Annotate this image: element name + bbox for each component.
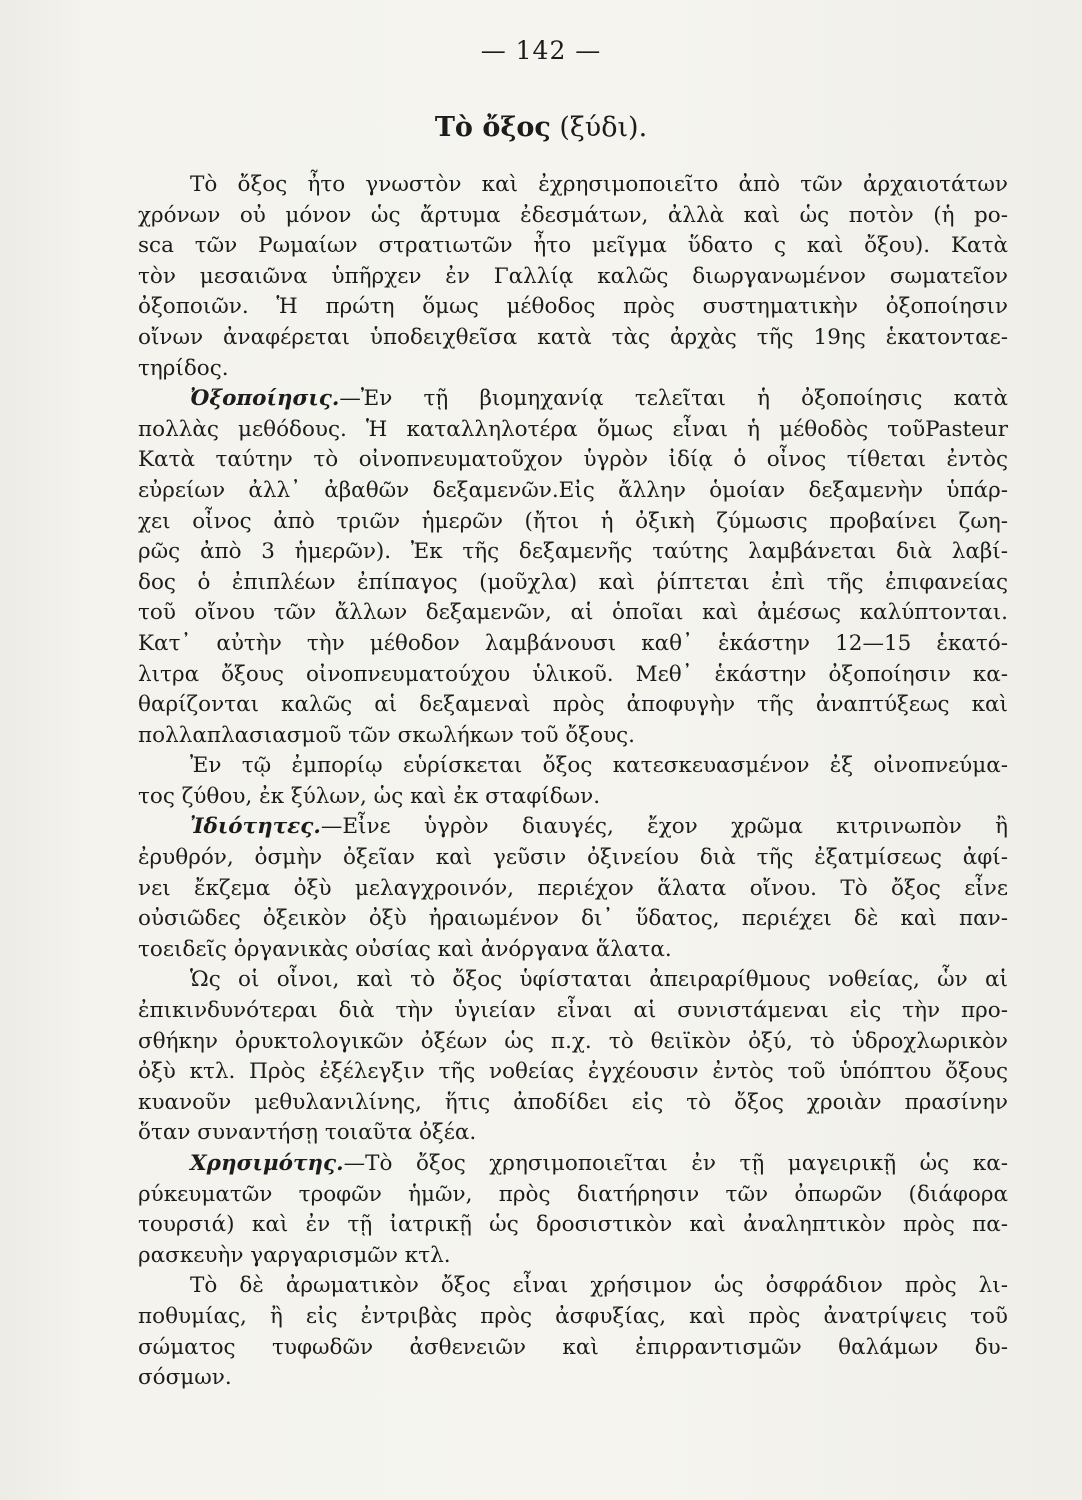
- text-line: [138, 415, 1008, 446]
- text-line: [138, 690, 1008, 721]
- line-text: Τὸ δὲ ἀρωματικὸν ὄξος εἶναι χρήσιμον ὡς ὀσφράδιον πρὸς λι-: [190, 1273, 1008, 1299]
- line-text: σώματος τυφωδῶν ἀσθενειῶν καὶ ἐπιρραντισμῶν θαλάμων δυ-: [138, 1334, 1008, 1360]
- line-text: ρῶς ἀπὸ 3 ἡμερῶν). Ἐκ τῆς δεξαμενῆς ταύτης λαμβάνεται διὰ λαβί-: [138, 539, 1008, 565]
- text-line: [138, 384, 1008, 415]
- text-line: [138, 1027, 1008, 1058]
- line-text: ποθυμίας, ἢ εἰς ἐντριβὰς πρὸς ἀσφυξίας, καὶ πρὸς ἀνατρίψεις τοῦ: [138, 1303, 1008, 1329]
- line-text: τουρσιά) καὶ ἐν τῇ ἰατρικῇ ὡς δροσιστικὸν καὶ ἀναληπτικὸν πρὸς πα-: [138, 1212, 1008, 1238]
- line-text: —Τὸ ὄξος χρησιμοποιεῖται ἐν τῇ μαγειρικῇ ὡς κα-: [343, 1151, 1008, 1176]
- text-line: [138, 170, 1008, 201]
- text-line: [138, 1271, 1008, 1302]
- text-line: [138, 1088, 1008, 1119]
- text-line: [138, 1057, 1008, 1088]
- paragraph: [138, 1149, 1008, 1271]
- text-line: [138, 1241, 1008, 1272]
- text-line: [138, 935, 1008, 966]
- article-body: [138, 170, 1008, 1394]
- text-line: [138, 1333, 1008, 1364]
- text-line: [138, 782, 1008, 813]
- line-text: πολλαπλασιασμοῦ τῶν σκωλήκων τοῦ ὄξους.: [138, 722, 636, 748]
- line-text: εὐρείων ἀλλ᾽ ἀβαθῶν δεξαμενῶν.Εἰς ἄλλην ὁμοίαν δεξαμενὴν ὑπάρ-: [138, 477, 1008, 503]
- page-number: — 142 —: [480, 36, 602, 65]
- paragraph: [138, 812, 1008, 965]
- line-text: τοῦ οἴνου τῶν ἄλλων δεξαμενῶν, αἱ ὁποῖαι καὶ ἀμέσως καλύπτονται.: [138, 600, 1008, 626]
- line-text: Κατ᾽ αὐτὴν τὴν μέθοδον λαμβάνουσι καθ᾽ ἑκάστην 12—15 ἑκατό-: [138, 630, 1008, 656]
- text-line: [138, 231, 1008, 262]
- text-line: [138, 721, 1008, 752]
- text-line: [138, 1180, 1008, 1211]
- text-line: [138, 904, 1008, 935]
- paragraph: [138, 965, 1008, 1149]
- text-line: [138, 354, 1008, 385]
- text-line: [138, 292, 1008, 323]
- line-text: ρύκευματῶν τροφῶν ἡμῶν, πρὸς διατήρησιν τῶν ὀπωρῶν (διάφορα: [138, 1181, 1008, 1207]
- line-text: ὅταν συναντήσῃ τοιαῦτα ὀξέα.: [138, 1120, 477, 1146]
- line-text: ἐρυθρόν, ὀσμὴν ὀξεῖαν καὶ γεῦσιν ὀξινείου διὰ τῆς ἐξατμίσεως ἀφί-: [138, 845, 1008, 871]
- line-text: νει ἔκζεμα ὀξὺ μελαγχροινόν, περιέχον ἅλατα οἴνου. Τὸ ὄξος εἶνε: [138, 875, 1008, 901]
- paragraph: [138, 384, 1008, 751]
- line-text: λιτρα ὄξους οἰνοπνευματούχου ὑλικοῦ. Μεθ᾽ ἑκάστην ὀξοποίησιν κα-: [138, 661, 1008, 687]
- text-line: [138, 996, 1008, 1027]
- line-text: τοειδεῖς ὀργανικὰς οὐσίας καὶ ἀνόργανα ἅλατα.: [138, 936, 672, 962]
- line-text: ὀξὺ κτλ. Πρὸς ἐξέλεγξιν τῆς νοθείας ἐγχέουσιν ἐντὸς τοῦ ὑπόπτου ὄξους: [138, 1059, 1008, 1085]
- line-text: ρασκευὴν γαργαρισμῶν κτλ.: [138, 1242, 451, 1268]
- paragraph-heading: Χρησιμότης.: [190, 1151, 344, 1176]
- line-text: —Εἶνε ὑγρὸν διαυγές, ἔχον χρῶμα κιτρινωπὸν ἢ: [320, 814, 1008, 840]
- line-text: πολλὰς μεθόδους. Ἡ καταλληλοτέρα ὅμως εἶναι ἡ μέθοδὸς τοῦPasteur: [138, 416, 1008, 442]
- line-text: τος ζύθου, ἐκ ξύλων, ὡς καὶ ἐκ σταφίδων.: [138, 783, 601, 809]
- line-text: sca τῶν Ρωμαίων στρατιωτῶν ἦτο μεῖγμα ὕδατο ς καὶ ὄξου). Κατὰ: [138, 233, 1008, 259]
- text-line: [138, 1210, 1008, 1241]
- text-line: [138, 262, 1008, 293]
- text-line: [138, 1149, 1008, 1180]
- line-text: χει οἶνος ἀπὸ τριῶν ἡμερῶν (ἤτοι ἡ ὀξικὴ ζύμωσις προβαίνει ζωη-: [138, 508, 1008, 534]
- text-line: [138, 874, 1008, 905]
- line-text: Ἐν τῷ ἐμπορίῳ εὑρίσκεται ὄξος κατεσκευασμένον ἐξ οἰνοπνεύμα-: [190, 753, 1008, 779]
- text-line: [138, 476, 1008, 507]
- paragraph: [138, 170, 1008, 384]
- text-line: [138, 1118, 1008, 1149]
- line-text: Τὸ ὄξος ἦτο γνωστὸν καὶ ἐχρησιμοποιεῖτο ἀπὸ τῶν ἀρχαιοτάτων: [190, 172, 1008, 197]
- paragraph: [138, 1271, 1008, 1393]
- line-text: θαρίζονται καλῶς αἱ δεξαμεναὶ πρὸς ἀποφυγὴν τῆς ἀναπτύξεως καὶ: [138, 692, 1008, 718]
- line-text: σόσμων.: [138, 1365, 232, 1391]
- text-line: [138, 1363, 1008, 1394]
- title-rest: (ξύδι).: [550, 112, 648, 143]
- line-text: Ὡς οἱ οἶνοι, καὶ τὸ ὄξος ὑφίσταται ἀπειραρίθμους νοθείας, ὧν αἱ: [190, 967, 1008, 993]
- text-line: [138, 1302, 1008, 1333]
- line-text: τηρίδος.: [138, 355, 229, 381]
- line-text: ὀξοποιῶν. Ἡ πρώτη ὅμως μέθοδος πρὸς συστηματικὴν ὀξοποίησιν: [138, 294, 1008, 320]
- text-line: [138, 445, 1008, 476]
- line-text: οἴνων ἀναφέρεται ὑποδειχθεῖσα κατὰ τὰς ἀρχὰς τῆς 19ης ἑκατονταε-: [138, 324, 1008, 350]
- text-line: [138, 568, 1008, 599]
- line-text: Κατὰ ταύτην τὸ οἰνοπνευματοῦχον ὑγρὸν ἰδίᾳ ὁ οἶνος τίθεται ἐντὸς: [138, 447, 1008, 473]
- paragraph: [138, 751, 1008, 812]
- text-line: [138, 965, 1008, 996]
- line-text: τὸν μεσαιῶνα ὑπῆρχεν ἐν Γαλλίᾳ καλῶς διωργανωμένον σωματεῖον: [138, 263, 1008, 289]
- text-line: [138, 537, 1008, 568]
- text-line: [138, 598, 1008, 629]
- line-text: οὐσιῶδες ὀξεικὸν ὀξὺ ἠραιωμένον δι᾽ ὕδατος, περιέχει δὲ καὶ παν-: [138, 906, 1008, 932]
- text-line: [138, 201, 1008, 232]
- title-bold: Τὸ ὄξος: [434, 112, 551, 143]
- text-line: [138, 507, 1008, 538]
- text-line: [138, 323, 1008, 354]
- text-line: [138, 660, 1008, 691]
- section-title: [0, 112, 1082, 143]
- text-line: [138, 843, 1008, 874]
- line-text: δος ὁ ἐπιπλέων ἐπίπαγος (μοῦχλα) καὶ ῥίπτεται ἐπὶ τῆς ἐπιφανείας: [138, 569, 1008, 595]
- line-text: ἐπικινδυνότεραι διὰ τὴν ὑγιείαν εἶναι αἱ συνιστάμεναι εἰς τὴν προ-: [138, 998, 1008, 1024]
- line-text: —Ἐν τῇ βιομηχανίᾳ τελεῖται ἡ ὀξοποίησις κατὰ: [339, 386, 1008, 412]
- line-text: κυανοῦν μεθυλανιλίνης, ἥτις ἀποδίδει εἰς τὸ ὄξος χροιὰν πρασίνην: [138, 1089, 1008, 1115]
- text-line: [138, 751, 1008, 782]
- line-text: χρόνων οὐ μόνον ὡς ἄρτυμα ἐδεσμάτων, ἀλλὰ καὶ ὡς ποτὸν (ἡ po-: [138, 202, 1008, 228]
- text-line: [138, 629, 1008, 660]
- paragraph-heading: Ἰδιότητες.: [190, 814, 321, 840]
- text-line: [138, 812, 1008, 843]
- line-text: σθήκην ὀρυκτολογικῶν ὀξέων ὡς π.χ. τὸ θειϊκὸν ὀξύ, τὸ ὑδροχλωρικὸν: [138, 1028, 1008, 1054]
- paragraph-heading: Ὀξοποίησις.: [190, 386, 340, 412]
